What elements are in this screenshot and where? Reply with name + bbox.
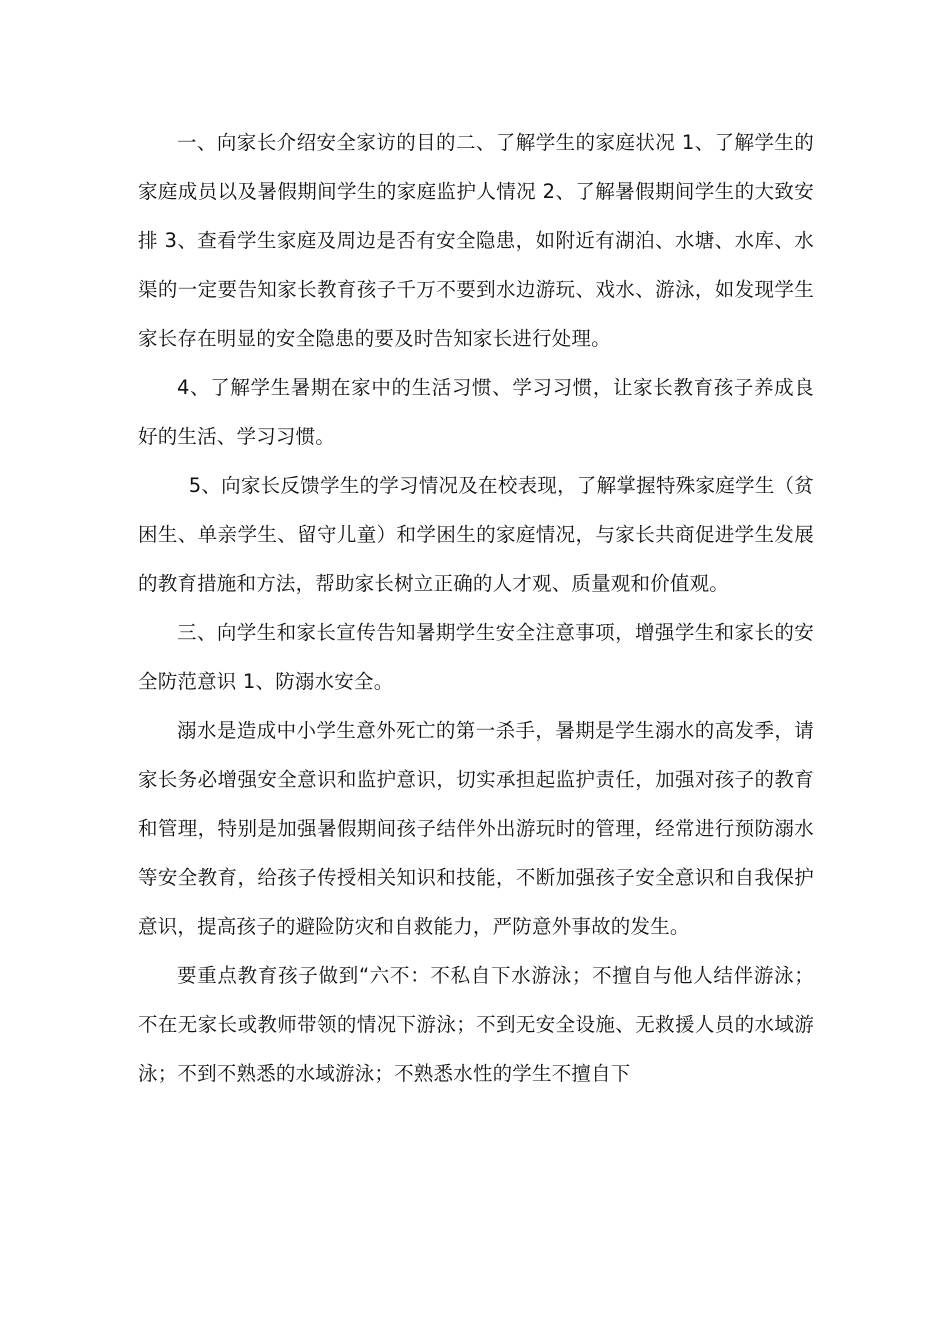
paragraph-6: 要重点教育孩子做到“六不：不私自下水游泳；不擅自与他人结伴游泳；不在无家长或教师带领的情况下游泳；不到无安全设施、无救援人员的水域游泳；不到不熟悉的水域游泳；不熟悉水性的学生不擅自下 (138, 964, 814, 1085)
paragraph-4: 三、向学生和家长宣传告知暑期学生安全注意事项，增强学生和家长的安全防范意识 1、防溺水安全。 (138, 621, 814, 693)
paragraph-5: 溺水是造成中小学生意外死亡的第一杀手，暑期是学生溺水的高发季，请家长务必增强安全意识和监护意识，切实承担起监护责任，加强对孩子的教育和管理，特别是加强暑假期间孩子结伴外出游玩时的管理，经常进行预防溺水等安全教育，给孩子传授相关知识和技能，不断加强孩子安全意识和自我保护意识，提高孩子的避险防灾和自救能力，严防意外事故的发生。 (138, 719, 814, 938)
document-body (138, 118, 814, 1098)
paragraph-1: 一、向家长介绍安全家访的目的二、了解学生的家庭状况 1、了解学生的家庭成员以及暑假期间学生的家庭监护人情况 2、了解暑假期间学生的大致安排 3、查看学生家庭及周边是否有安全隐患，如附近有湖泊、水塘、水库、水渠的一定要告知家长教育孩子千万不要到水边游玩、戏水、游泳，如发现学生家长存在明显的安全隐患的要及时告知家长进行处理。 (138, 131, 814, 350)
paragraph-3: 5、向家长反馈学生的学习情况及在校表现，了解掌握特殊家庭学生（贫困生、单亲学生、留守儿童）和学困生的家庭情况，与家长共商促进学生发展的教育措施和方法，帮助家长树立正确的人才观、质量观和价值观。 (138, 474, 814, 595)
paragraph-2: 4、了解学生暑期在家中的生活习惯、学习习惯，让家长教育孩子养成良好的生活、学习习惯。 (138, 376, 814, 448)
